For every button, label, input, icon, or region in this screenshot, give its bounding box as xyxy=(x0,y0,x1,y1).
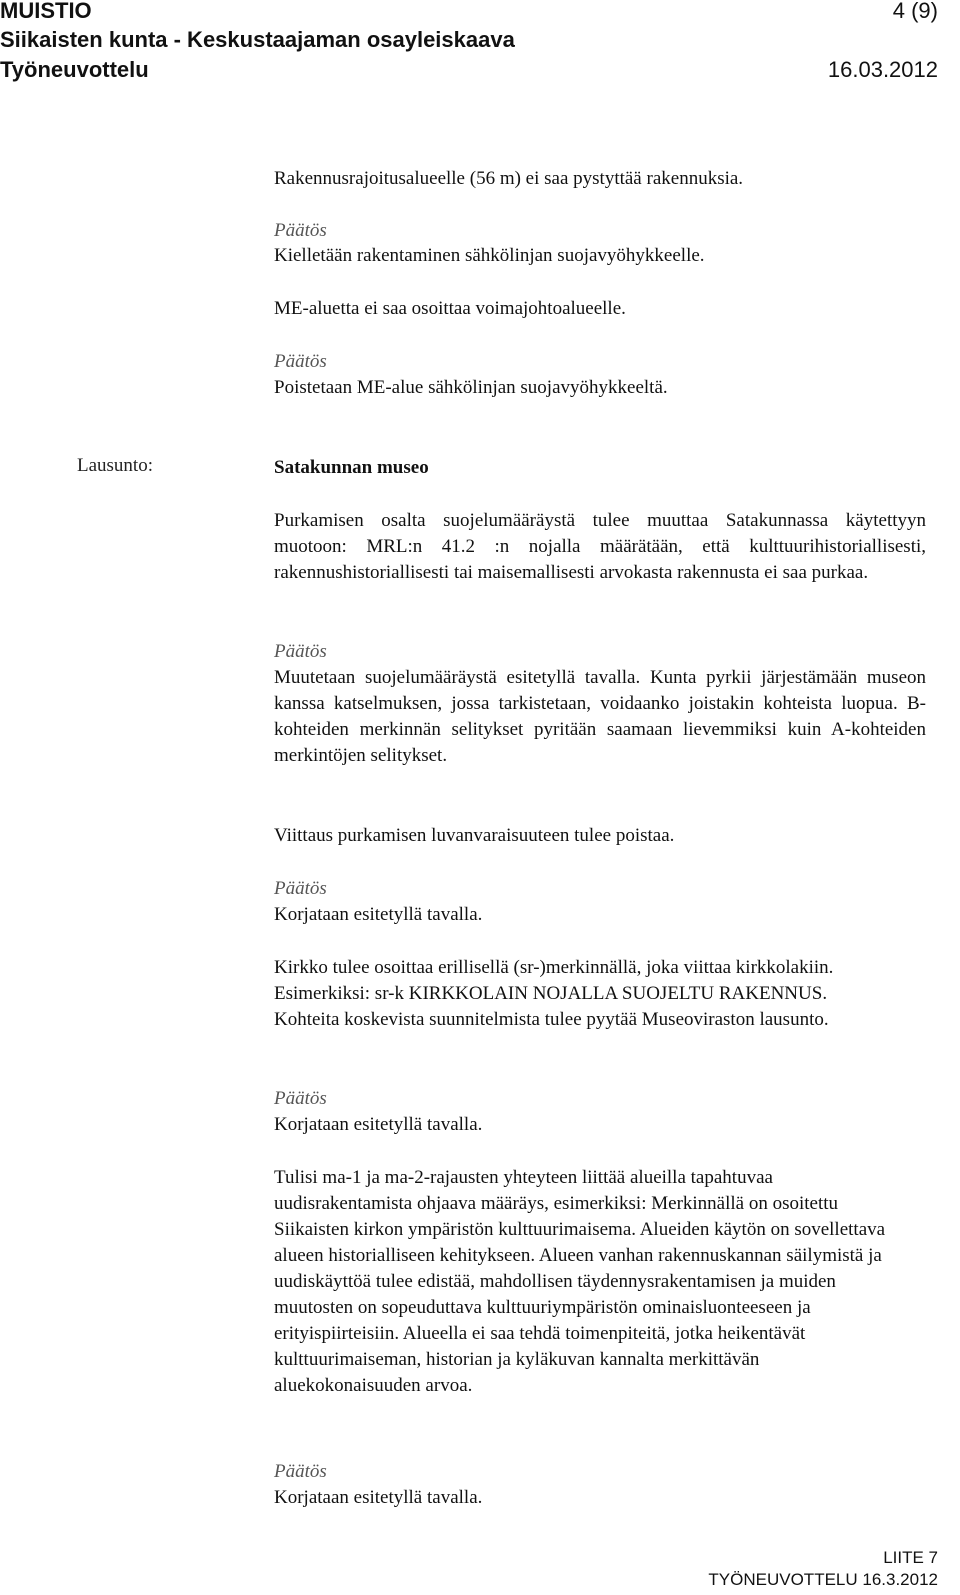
decision-label: Päätös xyxy=(274,641,327,662)
decision-4: Korjataan esitetyllä tavalla. xyxy=(274,904,483,925)
decision-label: Päätös xyxy=(274,351,327,372)
meeting-date: 16.03.2012 xyxy=(827,57,938,82)
decision-1: Kielletään rakentaminen sähkölinjan suojavyöhykkeelle. xyxy=(274,245,705,266)
decision-label: Päätös xyxy=(274,1088,327,1109)
paragraph-4: Viittaus purkamisen luvanvaraisuuteen tulee poistaa. xyxy=(274,825,675,846)
decision-label: Päätös xyxy=(274,1461,327,1482)
statement-label: Lausunto: xyxy=(77,455,153,476)
attachment-label: LIITE 7 xyxy=(883,1548,938,1567)
meeting-title: Työneuvottelu xyxy=(0,57,149,82)
decision-label: Päätös xyxy=(274,878,327,899)
meeting-row xyxy=(0,57,938,83)
paragraph-6: Tulisi ma-1 ja ma-2-rajausten yhteyteen liittää alueilla tapahtuvaa uudisrakentamista ohjaava määräys, esimerkiksi: Merkinnällä on osoitettu Siikaisten kirkon ympäristön kulttuurimaisema. Alueiden käytön on sovellettava alueen historialliseen kehitykseen. Alueen vanhan rakennuskannan säilymistä ja uudiskäyttöä tulee edistää, mahdollisen täydennysrakentamisen ja muiden muutosten on sopeuduttava kulttuuriympäristön ominaisluonteeseen ja erityispiirteisiin. Alueella ei saa tehdä toimenpiteitä, jotka heikentävät kulttuurimaiseman, historian ja kyläkuvan kannalta merkittävän aluekokonaisuuden arvoa. xyxy=(274,1167,886,1396)
footer xyxy=(708,1547,938,1591)
doc-type: MUISTIO xyxy=(0,0,92,23)
decision-5: Korjataan esitetyllä tavalla. xyxy=(274,1114,483,1135)
project-title: Siikaisten kunta - Keskustaajaman osayleiskaava xyxy=(0,27,515,52)
page-number: 4 (9) xyxy=(892,0,938,23)
footer-meeting-date: TYÖNEUVOTTELU 16.3.2012 xyxy=(708,1570,938,1589)
paragraph-3: Purkamisen osalta suojelumääräystä tulee muuttaa Satakunnassa käytettyyn muotoon: MRL:n 41.2 :n nojalla määrätään, että kulttuurihistoriallisesti, rakennushistoriallisesti tai maisemallisesti arvokasta rakennusta ei saa purkaa. xyxy=(274,510,926,583)
decision-label: Päätös xyxy=(274,220,327,241)
paragraph-2: ME-aluetta ei saa osoittaa voimajohtoalueelle. xyxy=(274,298,626,319)
doc-type-row xyxy=(0,0,938,24)
decision-3: Muutetaan suojelumääräystä esitetyllä tavalla. Kunta pyrkii järjestämään museon kanssa katselmuksen, jossa tarkistetaan, voidaanko joistakin kohteista luopua. B-kohteiden merkinnän selitykset pyritään saamaan lievemmiksi kuin A-kohteiden merkintöjen selitykset. xyxy=(274,667,926,766)
paragraph-5: Kirkko tulee osoittaa erillisellä (sr-)merkinnällä, joka viittaa kirkkolakiin. Esimerkiksi: sr-k KIRKKOLAIN NOJALLA SUOJELTU RAKENNUS. Kohteita koskevista suunnitelmista tulee pyytää Museoviraston lausunto. xyxy=(274,957,834,1030)
paragraph-1: Rakennusrajoitusalueelle (56 m) ei saa pystyttää rakennuksia. xyxy=(274,168,744,189)
organization-heading: Satakunnan museo xyxy=(274,457,429,478)
decision-6: Korjataan esitetyllä tavalla. xyxy=(274,1487,483,1508)
decision-2: Poistetaan ME-alue sähkölinjan suojavyöhykkeeltä. xyxy=(274,377,668,398)
